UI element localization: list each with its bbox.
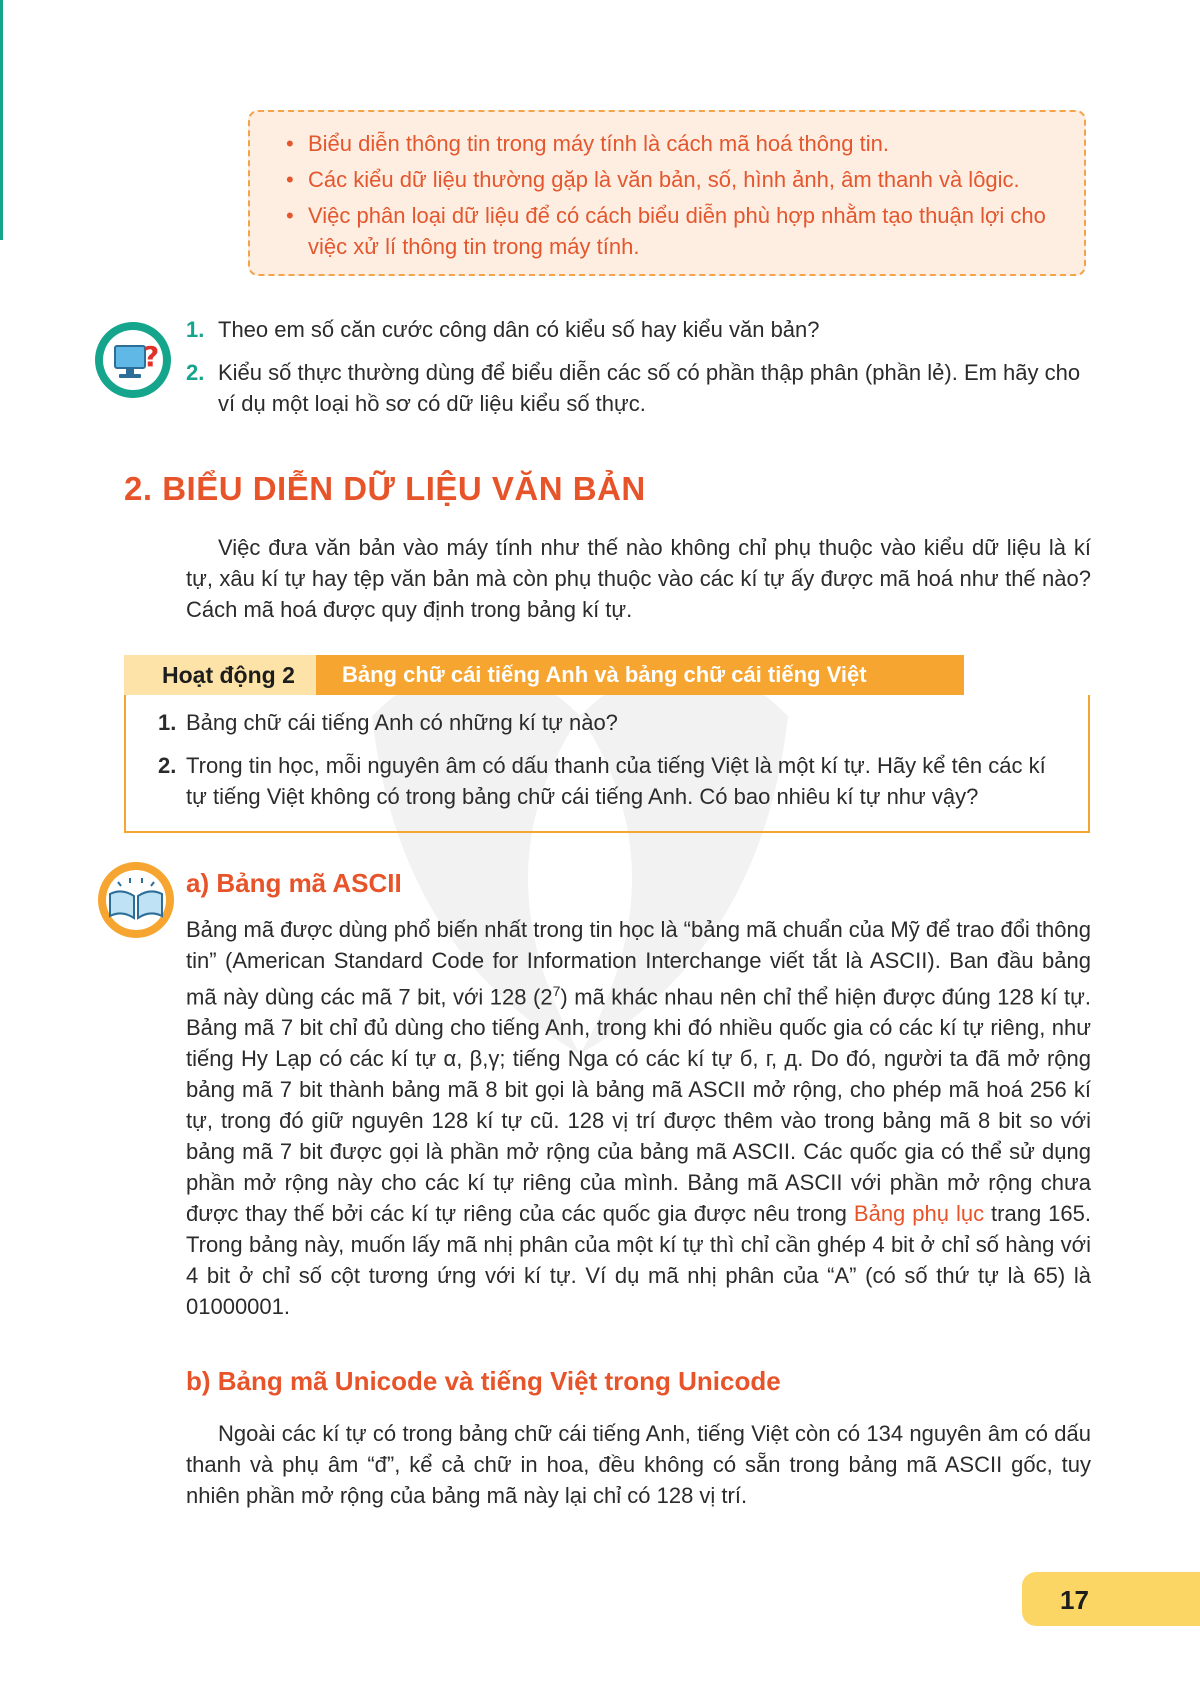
question-number: 1.: [186, 317, 205, 342]
subsection-b-text: Ngoài các kí tự có trong bảng chữ cái tiếng Anh, tiếng Việt còn có 134 nguyên âm có dấu thanh và phụ âm “đ”, kể cả chữ in hoa, đều không có sẵn trong bảng mã ASCII gốc, tuy nhiên phần mở rộng của bảng mã này lại chỉ có 128 vị trí.: [186, 1421, 1091, 1508]
question-item: [186, 314, 1091, 345]
subsection-a-body: [186, 914, 1091, 1322]
activity-text: Trong tin học, mỗi nguyên âm có dấu thanh của tiếng Việt là một kí tự. Hãy kể tên các kí tự tiếng Việt không có trong bảng chữ cái tiếng Anh. Có bao nhiêu kí tự như vậy?: [186, 753, 1046, 809]
section-title: 2. BIỂU DIỄN DỮ LIỆU VĂN BẢN: [124, 470, 646, 507]
activity-box: [124, 655, 1090, 833]
subsection-b-title: b) Bảng mã Unicode và tiếng Việt trong Unicode: [186, 1366, 781, 1396]
section-intro-text: Việc đưa văn bản vào máy tính như thế nào không chỉ phụ thuộc vào kiểu dữ liệu là kí tự, xâu kí tự hay tệp văn bản mà còn phụ thuộc vào các kí tự ấy được mã hoá như thế nào? Cách mã hoá được quy định trong bảng kí tự.: [186, 535, 1091, 622]
subsection-b-body: [186, 1418, 1091, 1511]
activity-body: [124, 695, 1090, 833]
page-edge-bar: [0, 0, 3, 240]
summary-item: • Biểu diễn thông tin trong máy tính là cách mã hoá thông tin.: [280, 128, 1058, 159]
question-list: [186, 314, 1091, 431]
page-number: 17: [1060, 1585, 1089, 1615]
section-intro: [186, 532, 1091, 625]
question-computer-icon: [93, 320, 173, 400]
activity-tag: Hoạt động 2: [124, 655, 316, 695]
activity-number: 2.: [158, 753, 177, 778]
svg-text:?: ?: [143, 340, 160, 373]
question-number: 2.: [186, 360, 205, 385]
activity-text: Bảng chữ cái tiếng Anh có những kí tự nào?: [186, 710, 618, 735]
activity-item: [158, 707, 1058, 738]
subsection-a-title: a) Bảng mã ASCII: [186, 868, 402, 898]
activity-item: [158, 750, 1058, 812]
summary-box: [248, 110, 1086, 276]
summary-item: • Các kiểu dữ liệu thường gặp là văn bản, số, hình ảnh, âm thanh và lôgic.: [280, 164, 1058, 195]
summary-item: • Việc phân loại dữ liệu để có cách biểu diễn phù hợp nhằm tạo thuận lợi cho việc xử lí thông tin trong máy tính.: [280, 200, 1058, 262]
subsection-a-text-3: trang 165. Trong bảng này, muốn lấy mã nhị phân của một kí tự thì chỉ cần ghép 4 bit ở chỉ số hàng với 4 bit ở chỉ số cột tương ứng với kí tự. Ví dụ mã nhị phân của “A” (có số thứ tự là 65) là 01000001.: [186, 1201, 1091, 1320]
activity-number: 1.: [158, 710, 177, 735]
activity-title: Bảng chữ cái tiếng Anh và bảng chữ cái tiếng Việt: [342, 662, 867, 687]
question-text: Kiểu số thực thường dùng để biểu diễn các số có phần thập phân (phần lẻ). Em hãy cho ví dụ một loại hồ sơ có dữ liệu kiểu số thực.: [218, 360, 1081, 416]
question-text: Theo em số căn cước công dân có kiểu số hay kiểu văn bản?: [218, 317, 820, 342]
page-number-tab: [1022, 1572, 1200, 1626]
appendix-link[interactable]: Bảng phụ lục: [853, 1201, 985, 1227]
open-book-icon: [96, 860, 176, 940]
subsection-a-text-1: Bảng mã được dùng phổ biến nhất trong tin học là “bảng mã chuẩn của Mỹ để trao đổi thông tin” (American Standard Code for Information Interchange viết tắt là ASCII). Ban đầu bảng mã này dùng các mã 7 bit, với 128 (2: [186, 917, 1091, 1010]
subsection-a-superscript: 7: [552, 983, 561, 999]
question-item: [186, 357, 1091, 419]
subsection-a-text-2: ) mã khác nhau nên chỉ thể hiện được đúng 128 kí tự. Bảng mã 7 bit chỉ đủ dùng cho tiếng Anh, trong khi đó nhiều quốc gia có các kí tự riêng, như tiếng Hy Lạp có các kí tự α, β,γ; tiếng Nga có các kí tự б, г, д. Do đó, người ta đã mở rộng bảng mã 7 bit thành bảng mã 8 bit gọi là bảng mã ASCII mở rộng, cho phép mã hoá 256 kí tự, trong đó giữ nguyên 128 kí tự cũ. 128 vị trí được thêm vào trong bảng mã 8 bit so với bảng mã 7 bit được gọi là phần mở rộng của bảng mã ASCII. Các quốc gia có thể sử dụng phần mở rộng này cho các kí tự riêng của mình. Bảng mã ASCII với phần mở rộng chưa được thay thế bởi các kí tự riêng của các quốc gia được nêu trong: [186, 984, 1091, 1227]
